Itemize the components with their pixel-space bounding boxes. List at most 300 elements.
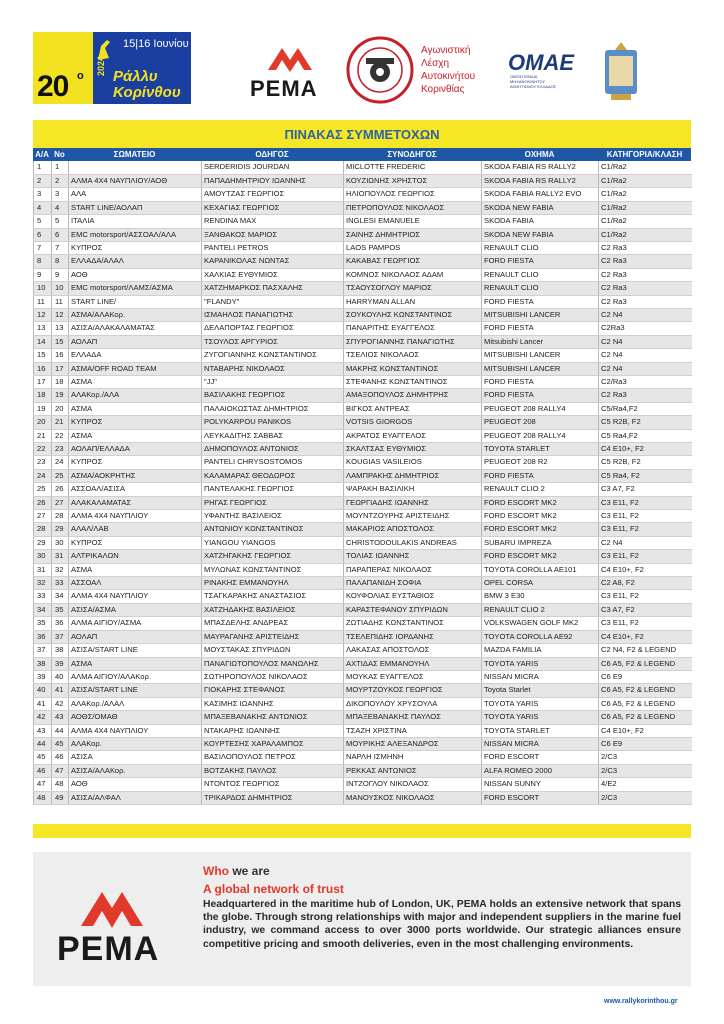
entry-codriver: CHRISTODOULAKIS ANDREAS bbox=[344, 536, 482, 549]
entry-list-body bbox=[34, 161, 692, 804]
table-row bbox=[34, 510, 692, 523]
entry-driver: ΝΤΑΚΑΡΗΣ ΙΩΑΝΝΗΣ bbox=[202, 724, 344, 737]
entry-aa: 5 bbox=[34, 215, 52, 228]
entry-number: 23 bbox=[52, 443, 69, 456]
entry-vehicle: SKODA FABIA bbox=[482, 215, 599, 228]
entry-class: C1/Ra2 bbox=[599, 161, 692, 174]
club-name-line: Αγωνιστική bbox=[421, 45, 471, 56]
table-title: ΠΙΝΑΚΑΣ ΣΥΜΜΕΤΟΧΩΝ bbox=[284, 126, 440, 142]
entry-driver: PANTELI CHRYSOSTOMOS bbox=[202, 456, 344, 469]
table-row bbox=[34, 389, 692, 402]
page-header bbox=[0, 0, 724, 118]
entry-club: ΑΣΜΑ bbox=[69, 657, 202, 670]
entry-driver: ΔΕΛΑΠΟΡΤΑΣ ΓΕΩΡΓΙΟΣ bbox=[202, 322, 344, 335]
entry-club: ΑΛΜΑ 4Χ4 ΝΑΥΠΛΙΟΥ bbox=[69, 510, 202, 523]
entry-codriver: ΣΑΙΝΗΣ ΔΗΜΗΤΡΙΟΣ bbox=[344, 228, 482, 241]
entry-codriver: ΠΑΛΑΠΑΝΙΔΗ ΣΟΦΙΑ bbox=[344, 577, 482, 590]
entry-club: ΑΛΑ bbox=[69, 188, 202, 201]
entry-number: 37 bbox=[52, 630, 69, 643]
entry-number: 8 bbox=[52, 255, 69, 268]
entry-club: ΕΛΛΑΔΑ/ΑΛΑΛ bbox=[69, 255, 202, 268]
entry-driver: ΜΟΥΣΤΑΚΑΣ ΣΠΥΡΙΔΩΝ bbox=[202, 644, 344, 657]
entry-driver: ΧΑΛΚΙΑΣ ΕΥΘΥΜΙΟΣ bbox=[202, 268, 344, 281]
entry-codriver: ΣΚΑΛΤΣΑΣ ΕΥΘΥΜΙΟΣ bbox=[344, 443, 482, 456]
entry-codriver: ΚΑΡΑΣΤΕΦΑΝΟΥ ΣΠΥΡΙΔΩΝ bbox=[344, 603, 482, 616]
entry-club: EMC motorsport/ΑΣΣΟΑΛ/ΑΛΑ bbox=[69, 228, 202, 241]
entry-codriver: ΣΠΥΡΟΓΙΑΝΝΗΣ ΠΑΝΑΓΙΩΤΗΣ bbox=[344, 335, 482, 348]
table-row bbox=[34, 308, 692, 321]
entry-class: C2/Ra3 bbox=[599, 375, 692, 388]
entry-aa: 7 bbox=[34, 241, 52, 254]
advert-text: Headquartered in the maritime hub of London, UK, PEMA holds an extensive network that spans the globe. Through strong relationships with major and independent suppliers in the marine fuel industry, we command access to over 3000 ports worldwide. Our strategic alliances ensure competitive pricing and smooth deliveries, even in the most challenging environments. bbox=[203, 899, 681, 950]
entry-class: C2 N4 bbox=[599, 536, 692, 549]
entry-aa: 30 bbox=[34, 550, 52, 563]
entry-club: ΑΣΣΟΑΛ bbox=[69, 577, 202, 590]
entry-club: ΑΟΘ bbox=[69, 268, 202, 281]
entry-driver: ΧΑΤΖΗΔΑΚΗΣ ΒΑΣΙΛΕΙΟΣ bbox=[202, 603, 344, 616]
entry-club: ΑΟΛΑΠ bbox=[69, 335, 202, 348]
omae-logo: OMAE bbox=[508, 50, 574, 75]
entry-number: 38 bbox=[52, 644, 69, 657]
entry-codriver: ΑΧΤΙΔΑΣ ΕΜΜΑΝΟΥΗΛ bbox=[344, 657, 482, 670]
entry-number: 5 bbox=[52, 215, 69, 228]
entry-number: 20 bbox=[52, 402, 69, 415]
entry-number: 29 bbox=[52, 523, 69, 536]
entry-codriver: ΛΑΚΑΣΑΣ ΑΠΟΣΤΟΛΟΣ bbox=[344, 644, 482, 657]
entry-codriver: ΣΟΥΚΟΥΛΗΣ ΚΩΝΣΤΑΝΤΙΝΟΣ bbox=[344, 308, 482, 321]
table-row bbox=[34, 684, 692, 697]
entry-number: 16 bbox=[52, 349, 69, 362]
entry-driver: ΒΑΣΙΛΟΠΟΥΛΟΣ ΠΕΤΡΟΣ bbox=[202, 751, 344, 764]
entry-class: 4/E2 bbox=[599, 778, 692, 791]
club-name-line: Κορινθίας bbox=[421, 84, 465, 95]
table-row bbox=[34, 255, 692, 268]
rally-edition-number: 20 bbox=[37, 70, 69, 103]
entry-class: C5 Ra4,F2 bbox=[599, 429, 692, 442]
entry-driver: ΧΑΤΖΗΓΑΚΗΣ ΓΕΩΡΓΙΟΣ bbox=[202, 550, 344, 563]
entry-number: 1 bbox=[52, 161, 69, 174]
entry-codriver: ΙΝΤΖΟΓΛΟΥ ΝΙΚΟΛΑΟΣ bbox=[344, 778, 482, 791]
entry-driver: ΞΑΝΘΑΚΟΣ ΜΑΡΙΟΣ bbox=[202, 228, 344, 241]
entry-vehicle: NISSAN SUNNY bbox=[482, 778, 599, 791]
entry-class: C6 E9 bbox=[599, 670, 692, 683]
entry-club: ΑΣΙΣΑ/START LINE bbox=[69, 644, 202, 657]
entry-vehicle: RENAULT CLIO 2 bbox=[482, 603, 599, 616]
entry-codriver: VOTSIS GIORGOS bbox=[344, 416, 482, 429]
entry-aa: 19 bbox=[34, 402, 52, 415]
entry-vehicle: BMW 3 E30 bbox=[482, 590, 599, 603]
entry-club: ΚΥΠΡΟΣ bbox=[69, 536, 202, 549]
table-row bbox=[34, 174, 692, 187]
entry-class: C3 E11, F2 bbox=[599, 523, 692, 536]
entry-vehicle: RENAULT CLIO bbox=[482, 268, 599, 281]
entry-codriver: ΜΟΥΡΤΖΟΥΚΟΣ ΓΕΩΡΓΙΟΣ bbox=[344, 684, 482, 697]
entry-vehicle: SKODA NEW FABIA bbox=[482, 228, 599, 241]
entry-aa: 23 bbox=[34, 456, 52, 469]
entry-driver: ΠΑΛΑΙΟΚΩΣΤΑΣ ΔΗΜΗΤΡΙΟΣ bbox=[202, 402, 344, 415]
entry-codriver: ΚΟΥΦΟΛΙΑΣ ΕΥΣΤΑΘΙΟΣ bbox=[344, 590, 482, 603]
entry-codriver: ΜΟΥΚΑΣ ΕΥΑΓΓΕΛΟΣ bbox=[344, 670, 482, 683]
entry-vehicle: ALFA ROMEO 2000 bbox=[482, 764, 599, 777]
entry-aa: 21 bbox=[34, 429, 52, 442]
table-row bbox=[34, 751, 692, 764]
pema-logo-large bbox=[57, 880, 167, 966]
entry-club: ΑΛΜΑ 4Χ4 ΝΑΥΠΛΙΟΥ bbox=[69, 590, 202, 603]
entry-club: ΚΥΠΡΟΣ bbox=[69, 241, 202, 254]
entry-number: 2 bbox=[52, 174, 69, 187]
table-row bbox=[34, 201, 692, 214]
entry-class: C3 E11, F2 bbox=[599, 617, 692, 630]
entry-club: ΑΛΜΑ ΑΙΓΙΟΥ/ΑΛΑΚορ. bbox=[69, 670, 202, 683]
column-header-vehicle: ΟΧΗΜΑ bbox=[524, 150, 555, 159]
table-row bbox=[34, 215, 692, 228]
entry-aa: 22 bbox=[34, 443, 52, 456]
entry-class: C2 Ra3 bbox=[599, 282, 692, 295]
entry-codriver: ΝΑΡΛΗ ΙΣΜΗΝΗ bbox=[344, 751, 482, 764]
entry-club: ΑΣΣΟΑΛ/ΑΣΙΣΑ bbox=[69, 483, 202, 496]
table-row bbox=[34, 724, 692, 737]
table-row bbox=[34, 375, 692, 388]
entry-vehicle: NISSAN MICRA bbox=[482, 670, 599, 683]
entry-class: C3 E11, F2 bbox=[599, 510, 692, 523]
entry-aa: 35 bbox=[34, 617, 52, 630]
entry-vehicle: OPEL CORSA bbox=[482, 577, 599, 590]
entry-club: ΑΣΙΣΑ/ΑΛΑΚορ. bbox=[69, 764, 202, 777]
table-row bbox=[34, 644, 692, 657]
entry-club: START LINE/ΑΟΛΑΠ bbox=[69, 201, 202, 214]
entry-number: 48 bbox=[52, 778, 69, 791]
entry-aa: 24 bbox=[34, 469, 52, 482]
entry-driver: ΜΥΛΩΝΑΣ ΚΩΝΣΤΑΝΤΙΝΟΣ bbox=[202, 563, 344, 576]
column-header-aa: Α/Α bbox=[35, 150, 49, 159]
entry-class: C6 E9 bbox=[599, 737, 692, 750]
entry-driver: ΠΑΠΑΔΗΜΗΤΡΙΟΥ ΙΩΑΝΝΗΣ bbox=[202, 174, 344, 187]
entry-driver: PANTELI PETROS bbox=[202, 241, 344, 254]
table-row bbox=[34, 764, 692, 777]
entry-club: ΙΤΑΛΙΑ bbox=[69, 215, 202, 228]
entry-aa: 33 bbox=[34, 590, 52, 603]
advert-heading-who: Who bbox=[203, 864, 229, 878]
entry-codriver: ΜΟΥΝΤΖΟΥΡΗΣ ΑΡΙΣΤΕΙΔΗΣ bbox=[344, 510, 482, 523]
entry-driver: ΜΑΥΡΑΓΑΝΗΣ ΑΡΙΣΤΕΙΔΗΣ bbox=[202, 630, 344, 643]
entry-class: C4 E10+, F2 bbox=[599, 563, 692, 576]
entry-driver: ΚΑΣΙΜΗΣ ΙΩΑΝΝΗΣ bbox=[202, 697, 344, 710]
entry-codriver: ΑΚΡΑΤΟΣ ΕΥΑΓΓΕΛΟΣ bbox=[344, 429, 482, 442]
entry-driver: ΚΕΧΑΓΙΑΣ ΓΕΩΡΓΙΟΣ bbox=[202, 201, 344, 214]
rally-title-line1: Ράλλυ bbox=[113, 68, 158, 85]
entry-class: 2/C3 bbox=[599, 791, 692, 804]
entry-vehicle: TOYOTA COROLLA AE92 bbox=[482, 630, 599, 643]
advert-heading-rest: we are bbox=[232, 864, 270, 878]
pema-logo-large-text: PEMA bbox=[57, 930, 160, 968]
entry-number: 19 bbox=[52, 389, 69, 402]
entry-aa: 2 bbox=[34, 174, 52, 187]
entry-driver: ΤΣΑΓΚΑΡΑΚΗΣ ΑΝΑΣΤΑΣΙΟΣ bbox=[202, 590, 344, 603]
rally-logo bbox=[33, 32, 191, 104]
entry-vehicle: MITSUBISHI LANCER bbox=[482, 349, 599, 362]
entry-class: C4 E10+, F2 bbox=[599, 443, 692, 456]
entry-class: 2/C3 bbox=[599, 751, 692, 764]
entry-class: C2 Ra3 bbox=[599, 241, 692, 254]
entry-vehicle: PEUGEOT 208 bbox=[482, 416, 599, 429]
entry-vehicle: FORD FIESTA bbox=[482, 322, 599, 335]
entry-class: C4 E10+, F2 bbox=[599, 630, 692, 643]
table-header bbox=[33, 148, 691, 161]
entry-vehicle: TOYOTA STARLET bbox=[482, 724, 599, 737]
entry-driver: SERDERIDIS JOURDAN bbox=[202, 161, 344, 174]
table-row bbox=[34, 590, 692, 603]
entry-number: 18 bbox=[52, 375, 69, 388]
entry-driver: ΒΟΤΖΑΚΗΣ ΠΑΥΛΟΣ bbox=[202, 764, 344, 777]
entry-number: 30 bbox=[52, 536, 69, 549]
entry-club: ΑΛΑΛ/ΛΑΒ bbox=[69, 523, 202, 536]
pema-logo-text: PEMA bbox=[250, 76, 318, 101]
column-header-driver: ΟΔΗΓΟΣ bbox=[255, 150, 289, 159]
table-row bbox=[34, 295, 692, 308]
table-row bbox=[34, 697, 692, 710]
entry-codriver: MICLOTTE FREDERIC bbox=[344, 161, 482, 174]
entry-number: 33 bbox=[52, 577, 69, 590]
entry-number: 13 bbox=[52, 322, 69, 335]
entry-vehicle: TOYOTA YARIS bbox=[482, 711, 599, 724]
entry-club: ΑΟΛΑΠ/ΕΛΛΑΔΑ bbox=[69, 443, 202, 456]
entry-driver: ΔΗΜΟΠΟΥΛΟΣ ΑΝΤΩΝΙΟΣ bbox=[202, 443, 344, 456]
entry-club: ΑΣΜΑ/ΑΟΚΡΗΤΗΣ bbox=[69, 469, 202, 482]
entry-class: C1/Ra2 bbox=[599, 201, 692, 214]
table-row bbox=[34, 469, 692, 482]
entry-class: C4 E10+, F2 bbox=[599, 724, 692, 737]
entry-number: 15 bbox=[52, 335, 69, 348]
entry-club: ΑΛΑΚορ./ΑΛΑΛ bbox=[69, 697, 202, 710]
entry-club bbox=[69, 161, 202, 174]
crest-icon bbox=[603, 40, 639, 104]
entry-number: 36 bbox=[52, 617, 69, 630]
entry-class: 2/C3 bbox=[599, 764, 692, 777]
entry-codriver: ΠΑΝΑΡΙΤΗΣ ΕΥΑΓΓΕΛΟΣ bbox=[344, 322, 482, 335]
entry-class: C2 N4 bbox=[599, 349, 692, 362]
entry-codriver: ΖΩΤΙΑΔΗΣ ΚΩΝΣΤΑΝΤΙΝΟΣ bbox=[344, 617, 482, 630]
entry-vehicle: PEUGEOT 208 RALLY4 bbox=[482, 429, 599, 442]
table-row bbox=[34, 443, 692, 456]
entry-aa: 10 bbox=[34, 282, 52, 295]
entry-number: 4 bbox=[52, 201, 69, 214]
club-name-line: Αυτοκινήτου bbox=[421, 71, 476, 82]
entry-club: START LINE/ bbox=[69, 295, 202, 308]
entry-class: C6 A5, F2 & LEGEND bbox=[599, 657, 692, 670]
entry-aa: 16 bbox=[34, 362, 52, 375]
entry-aa: 9 bbox=[34, 268, 52, 281]
table-row bbox=[34, 711, 692, 724]
entry-vehicle: TOYOTA YARIS bbox=[482, 697, 599, 710]
entry-club: ΑΣΙΣΑ/ΑΣΜΑ bbox=[69, 603, 202, 616]
entry-aa: 38 bbox=[34, 657, 52, 670]
entry-codriver: ΜΟΥΡΙΚΗΣ ΑΛΕΞΑΝΔΡΟΣ bbox=[344, 737, 482, 750]
entry-number: 35 bbox=[52, 603, 69, 616]
entry-driver: ΝΤΟΝΤΟΣ ΓΕΩΡΓΙΟΣ bbox=[202, 778, 344, 791]
entry-aa: 3 bbox=[34, 188, 52, 201]
entry-driver: ΤΡΙΚΑΡΔΟΣ ΔΗΜΗΤΡΙΟΣ bbox=[202, 791, 344, 804]
entry-club: ΑΣΜΑ bbox=[69, 402, 202, 415]
table-row bbox=[34, 228, 692, 241]
club-name-line: Λέσχη bbox=[421, 58, 450, 69]
entry-driver: ΑΝΤΩΝΙΟΥ ΚΩΝΣΤΑΝΤΙΝΟΣ bbox=[202, 523, 344, 536]
entry-vehicle: RENAULT CLIO 2 bbox=[482, 483, 599, 496]
entry-number: 32 bbox=[52, 563, 69, 576]
entry-codriver: ΗΛΙΟΠΟΥΛΟΣ ΓΕΩΡΓΙΟΣ bbox=[344, 188, 482, 201]
entry-number: 9 bbox=[52, 268, 69, 281]
entry-class: C3 E11, F2 bbox=[599, 550, 692, 563]
entry-codriver: ΔΙΚΟΠΟΥΛΟΥ ΧΡΥΣΟΥΛΑ bbox=[344, 697, 482, 710]
entry-vehicle: FORD ESCORT bbox=[482, 791, 599, 804]
entry-class: C2 A8, F2 bbox=[599, 577, 692, 590]
table-row bbox=[34, 617, 692, 630]
entry-number: 24 bbox=[52, 456, 69, 469]
entry-codriver: ΚΟΥΖΙΩΝΗΣ ΧΡΗΣΤΟΣ bbox=[344, 174, 482, 187]
entry-codriver: ΑΜΑΞΟΠΟΥΛΟΣ ΔΗΜΗΤΡΗΣ bbox=[344, 389, 482, 402]
entry-number: 45 bbox=[52, 737, 69, 750]
entry-aa: 31 bbox=[34, 563, 52, 576]
entry-class: C2 Ra3 bbox=[599, 255, 692, 268]
entry-driver: ΡΙΝΑΚΗΣ ΕΜΜΑΝΟΥΗΛ bbox=[202, 577, 344, 590]
entry-vehicle: FORD ESCORT MK2 bbox=[482, 523, 599, 536]
entry-aa: 11 bbox=[34, 295, 52, 308]
table-row bbox=[34, 496, 692, 509]
table-row bbox=[34, 630, 692, 643]
entry-codriver: ΤΣΕΛΙΟΣ ΝΙΚΟΛΑΟΣ bbox=[344, 349, 482, 362]
entry-class: C6 A5, F2 & LEGEND bbox=[599, 711, 692, 724]
table-row bbox=[34, 282, 692, 295]
rally-dates: 15|16 Ιουνίου bbox=[123, 38, 189, 50]
entry-vehicle: RENAULT CLIO bbox=[482, 241, 599, 254]
entry-aa: 47 bbox=[34, 778, 52, 791]
table-row bbox=[34, 670, 692, 683]
entry-codriver: ΜΑΚΑΡΙΟΣ ΑΠΟΣΤΟΛΟΣ bbox=[344, 523, 482, 536]
entry-codriver: ΛΑΜΠΡΑΚΗΣ ΔΗΜΗΤΡΙΟΣ bbox=[344, 469, 482, 482]
entry-vehicle: SKODA NEW FABIA bbox=[482, 201, 599, 214]
table-row bbox=[34, 456, 692, 469]
table-row bbox=[34, 416, 692, 429]
entry-club: ΑΣΜΑ bbox=[69, 375, 202, 388]
entry-class: C6 A5, F2 & LEGEND bbox=[599, 684, 692, 697]
advert-panel bbox=[33, 852, 691, 986]
pema-logo-top bbox=[250, 40, 330, 102]
advert-tagline: A global network of trust bbox=[203, 882, 344, 896]
entry-vehicle: FORD FIESTA bbox=[482, 375, 599, 388]
table-row bbox=[34, 563, 692, 576]
entry-aa: 26 bbox=[34, 496, 52, 509]
entry-number: 46 bbox=[52, 751, 69, 764]
entry-vehicle: FORD FIESTA bbox=[482, 389, 599, 402]
entry-aa: 27 bbox=[34, 510, 52, 523]
entry-class: C5 Ra4, F2 bbox=[599, 469, 692, 482]
entry-aa: 12 bbox=[34, 308, 52, 321]
entry-number: 40 bbox=[52, 670, 69, 683]
entry-list-table bbox=[33, 161, 692, 805]
entry-driver: YIANGOU YIANGOS bbox=[202, 536, 344, 549]
entry-aa: 8 bbox=[34, 255, 52, 268]
table-row bbox=[34, 483, 692, 496]
entry-number: 34 bbox=[52, 590, 69, 603]
entry-codriver: ΜΑΝΟΥΣΚΟΣ ΝΙΚΟΛΑΟΣ bbox=[344, 791, 482, 804]
entry-number: 31 bbox=[52, 550, 69, 563]
entry-class: C2Ra3 bbox=[599, 322, 692, 335]
entry-class: C2 Ra3 bbox=[599, 295, 692, 308]
entry-driver: ΓΙΟΚΑΡΗΣ ΣΤΕΦΑΝΟΣ bbox=[202, 684, 344, 697]
entry-club: ΑΛΤΡΙΚΑΛΩΝ bbox=[69, 550, 202, 563]
entry-aa: 18 bbox=[34, 389, 52, 402]
entry-club: ΑΣΜΑ/ΑΛΑΚορ. bbox=[69, 308, 202, 321]
entry-vehicle: SKODA FABIA RALLY2 EVO bbox=[482, 188, 599, 201]
entry-codriver: ΤΣΑΖΗ ΧΡΙΣΤΙΝΑ bbox=[344, 724, 482, 737]
entry-vehicle: SKODA FABIA RS RALLY2 bbox=[482, 174, 599, 187]
entry-driver: ΝΤΑΒΑΡΗΣ ΝΙΚΟΛΑΟΣ bbox=[202, 362, 344, 375]
entry-vehicle: FORD ESCORT MK2 bbox=[482, 496, 599, 509]
entry-class: C3 E11, F2 bbox=[599, 496, 692, 509]
entry-club: ΑΣΙΣΑ/START LINE bbox=[69, 684, 202, 697]
entry-aa: 1 bbox=[34, 161, 52, 174]
table-row bbox=[34, 657, 692, 670]
entry-number: 10 bbox=[52, 282, 69, 295]
entry-class: C2 N4 bbox=[599, 362, 692, 375]
entry-number: 25 bbox=[52, 469, 69, 482]
entry-aa: 4 bbox=[34, 201, 52, 214]
entry-aa: 37 bbox=[34, 644, 52, 657]
entry-driver: ΜΠΑΞΕΒΑΝΑΚΗΣ ΑΝΤΩΝΙΟΣ bbox=[202, 711, 344, 724]
entry-number: 21 bbox=[52, 416, 69, 429]
website-link[interactable]: www.rallykorinthou.gr bbox=[604, 998, 678, 1005]
entry-codriver: ΚΟΜΝΟΣ ΝΙΚΟΛΑΟΣ ΑΔΑΜ bbox=[344, 268, 482, 281]
entry-codriver: ΤΣΑΟΥΣΟΓΛΟΥ ΜΑΡΙΟΣ bbox=[344, 282, 482, 295]
entry-aa: 13 bbox=[34, 322, 52, 335]
entry-vehicle: PEUGEOT 208 RALLY4 bbox=[482, 402, 599, 415]
entry-club: ΑΣΜΑ bbox=[69, 563, 202, 576]
entry-number: 28 bbox=[52, 510, 69, 523]
entry-vehicle: SKODA FABIA RS RALLY2 bbox=[482, 161, 599, 174]
entry-aa: 14 bbox=[34, 335, 52, 348]
table-row bbox=[34, 161, 692, 174]
table-title-bar bbox=[33, 120, 691, 148]
entry-club: ΑΛΜΑ ΑΙΓΙΟΥ/ΑΣΜΑ bbox=[69, 617, 202, 630]
entry-vehicle: PEUGEOT 208 R2 bbox=[482, 456, 599, 469]
entry-codriver: ΠΑΡΑΠΕΡΑΣ ΝΙΚΟΛΑΟΣ bbox=[344, 563, 482, 576]
entry-number: 7 bbox=[52, 241, 69, 254]
entry-aa: 17 bbox=[34, 375, 52, 388]
table-row bbox=[34, 402, 692, 415]
entry-class: C3 E11, F2 bbox=[599, 590, 692, 603]
column-header-club: ΣΩΜΑΤΕΙΟ bbox=[113, 150, 156, 159]
entry-aa: 36 bbox=[34, 630, 52, 643]
table-row bbox=[34, 268, 692, 281]
entry-vehicle: FORD ESCORT MK2 bbox=[482, 550, 599, 563]
table-row bbox=[34, 335, 692, 348]
entry-club: ΑΛΑΚορ./ΑΛΑ bbox=[69, 389, 202, 402]
entry-number: 17 bbox=[52, 362, 69, 375]
table-footer-bar bbox=[33, 824, 691, 838]
entry-driver: "JJ" bbox=[202, 375, 344, 388]
entry-driver: ΒΑΣΙΛΑΚΗΣ ΓΕΩΡΓΙΟΣ bbox=[202, 389, 344, 402]
entry-driver: ΑΜΟΥΤΖΑΣ ΓΕΩΡΓΙΟΣ bbox=[202, 188, 344, 201]
table-row bbox=[34, 550, 692, 563]
entry-club: ΑΟΘ bbox=[69, 778, 202, 791]
entry-vehicle: MITSUBISHI LANCER bbox=[482, 362, 599, 375]
entry-vehicle: FORD FIESTA bbox=[482, 295, 599, 308]
entry-driver: ΠΑΝΤΕΛΑΚΗΣ ΓΕΩΡΓΙΟΣ bbox=[202, 483, 344, 496]
entry-aa: 42 bbox=[34, 711, 52, 724]
entry-aa: 34 bbox=[34, 603, 52, 616]
entry-class: C2 N4 bbox=[599, 308, 692, 321]
entry-codriver: ΡΕΚΚΑΣ ΑΝΤΩΝΙΟΣ bbox=[344, 764, 482, 777]
table-row bbox=[34, 778, 692, 791]
